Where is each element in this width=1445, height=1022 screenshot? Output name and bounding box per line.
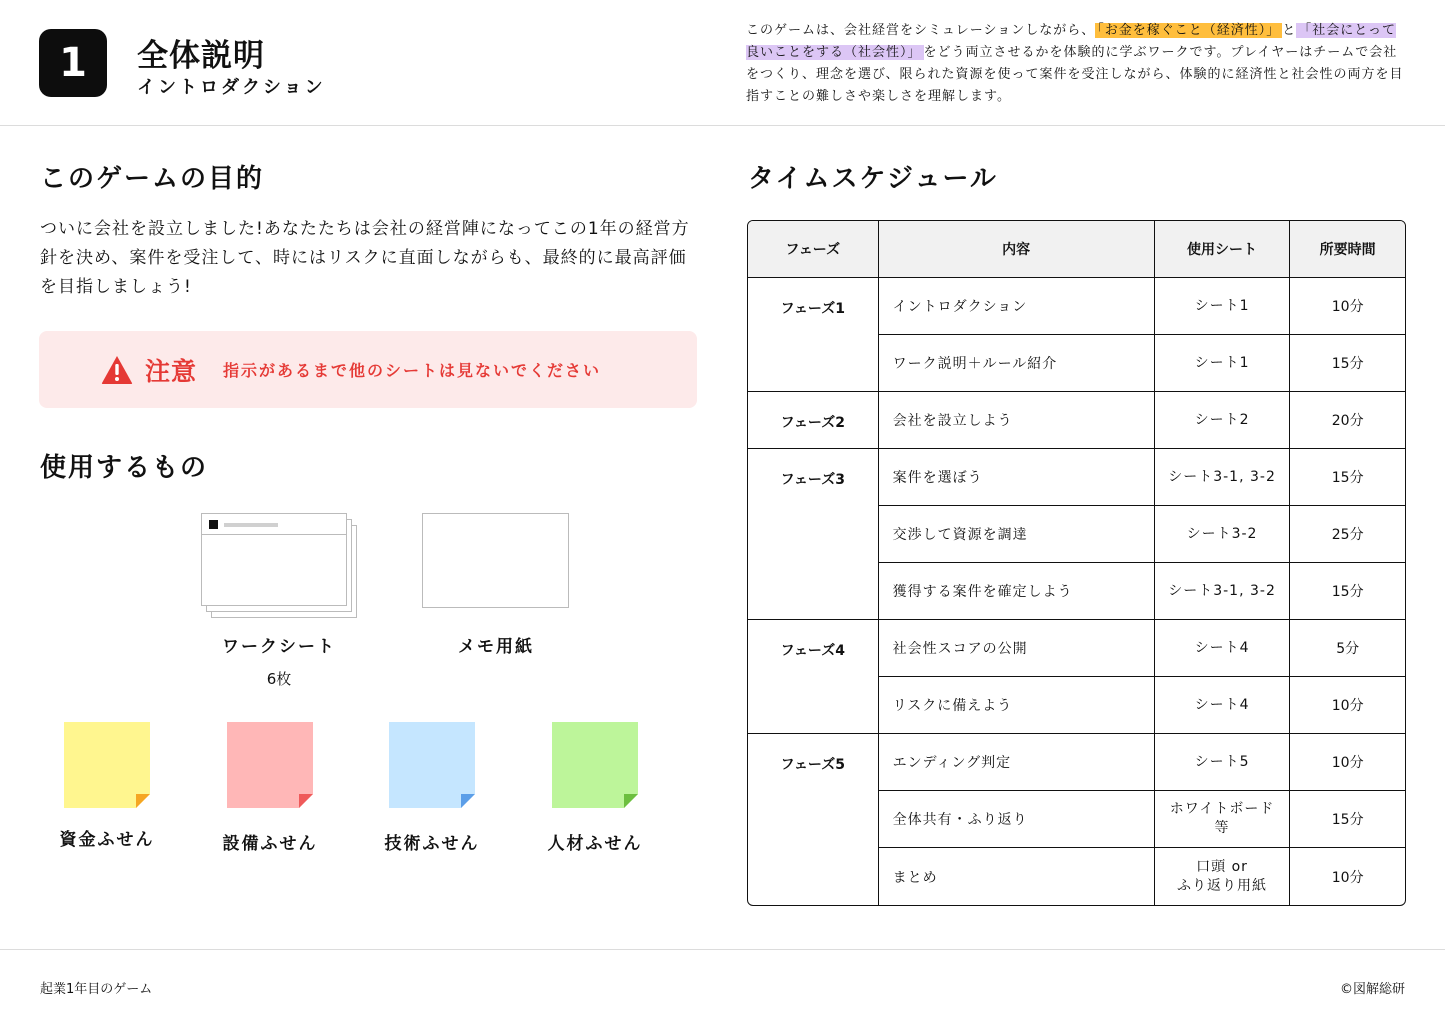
content-cell: リスクに備えよう	[879, 677, 1155, 734]
schedule-heading: タイムスケジュール	[748, 164, 998, 194]
time-cell: 10分	[1290, 734, 1405, 791]
purpose-text: ついに会社を設立しました!あなたたちは会社の経営陣になってこの1年の経営方針を決め、案件を受注して、時にはリスクに直面しながらも、最終的に最高評価を目指しましょう!	[40, 219, 690, 297]
sheet-cell-line1: ホワイトボード	[1169, 801, 1275, 817]
warning-icon	[101, 355, 133, 385]
intro-part3: をどう両立させるかを体験的に学ぶワークです。プレイヤーはチームで会社をつくり、理念を選び、限られた資源を使って案件を受注しながら、体験的に経済性と社会性の両方を目指すことの難しさや楽しさを理解します。	[746, 45, 1404, 104]
sheet-cell: シート4	[1155, 677, 1291, 734]
column-header-time: 所要時間	[1290, 221, 1405, 278]
memo-label: メモ用紙	[458, 637, 534, 657]
time-cell: 20分	[1290, 392, 1405, 449]
time-cell: 15分	[1290, 791, 1405, 848]
intro-text	[746, 20, 1406, 108]
worksheet-count: 6枚	[266, 670, 292, 688]
page-header	[0, 0, 1445, 126]
content-cell: 社会性スコアの公開	[879, 620, 1155, 677]
highlight-economic: 「お金を稼ぐこと（経済性）」	[1097, 23, 1281, 38]
footer-game-title: 起業1年目のゲーム	[40, 982, 153, 997]
sticky-funds-label: 資金ふせん	[59, 830, 155, 850]
footer-copyright: ©図解総研	[1339, 982, 1405, 997]
worksheet-mark-icon	[209, 520, 218, 529]
sheet-cell-line1: 口頭 or	[1196, 858, 1248, 875]
intro-part2: と	[1282, 23, 1297, 38]
sticky-talent-label: 人材ふせん	[547, 834, 643, 854]
sticky-talent-icon	[552, 722, 638, 808]
sheet-cell	[1155, 791, 1291, 848]
phase-cell: フェーズ2	[748, 392, 879, 449]
time-cell: 15分	[1290, 335, 1405, 392]
content-cell: 全体共有・ふり返り	[879, 791, 1155, 848]
sticky-equipment-label: 設備ふせん	[222, 834, 318, 854]
sheet-cell: シート1	[1155, 335, 1291, 392]
sheet-cell: シート4	[1155, 620, 1291, 677]
content-cell: エンディング判定	[879, 734, 1155, 791]
content-cell: 交渉して資源を調達	[879, 506, 1155, 563]
page-title: 全体説明	[137, 38, 265, 74]
intro-part1: このゲームは、会社経営をシミュレーションしながら、	[746, 23, 1096, 38]
warning-text: 指示があるまで他のシートは見ないでください	[223, 361, 602, 380]
table-row	[748, 392, 1405, 449]
sheet-cell: シート3-1, 3-2	[1155, 449, 1291, 506]
sheet-cell: シート3-2	[1155, 506, 1291, 563]
time-cell: 10分	[1290, 278, 1405, 335]
content-cell: 案件を選ぼう	[879, 449, 1155, 506]
content-cell: 会社を設立しよう	[879, 392, 1155, 449]
worksheet-sheet-front	[201, 513, 347, 606]
warning-title: 注意	[145, 356, 198, 386]
schedule-header-row	[748, 221, 1405, 278]
worksheet-divider	[202, 534, 347, 535]
content-cell: ワーク説明＋ルール紹介	[879, 335, 1155, 392]
sticky-funds-icon	[64, 722, 150, 808]
time-cell: 15分	[1290, 563, 1405, 620]
content-cell: イントロダクション	[879, 278, 1155, 335]
page-footer	[0, 949, 1445, 1022]
column-header-sheet: 使用シート	[1155, 221, 1291, 278]
content-cell: 獲得する案件を確定しよう	[879, 563, 1155, 620]
column-header-content: 内容	[879, 221, 1155, 278]
table-row	[748, 278, 1405, 335]
highlight-social: 「社会にとって良いことをする（社会性）」	[746, 23, 1397, 60]
phase-cell: フェーズ1	[748, 278, 879, 392]
sheet-cell	[1155, 848, 1291, 905]
time-cell: 25分	[1290, 506, 1405, 563]
column-header-phase: フェーズ	[748, 221, 879, 278]
sheet-cell: シート1	[1155, 278, 1291, 335]
time-cell: 15分	[1290, 449, 1405, 506]
table-row	[748, 620, 1405, 677]
memo-paper-illustration	[422, 513, 569, 608]
sheet-cell-line2: 等	[1214, 820, 1230, 836]
sticky-technology-icon	[389, 722, 475, 808]
sheet-cell: シート5	[1155, 734, 1291, 791]
time-cell: 10分	[1290, 677, 1405, 734]
phase-cell: フェーズ3	[748, 449, 879, 620]
time-cell: 5分	[1290, 620, 1405, 677]
purpose-heading: このゲームの目的	[40, 164, 265, 194]
schedule-table	[747, 220, 1406, 906]
worksheet-stack-illustration	[201, 513, 361, 623]
table-row	[748, 734, 1405, 791]
warning-box	[39, 331, 697, 408]
sheet-cell-line2: ふり返り用紙	[1177, 877, 1268, 894]
sheet-cell: シート2	[1155, 392, 1291, 449]
worksheet-label: ワークシート	[222, 637, 336, 657]
sticky-technology-label: 技術ふせん	[384, 834, 480, 854]
table-row	[748, 449, 1405, 506]
phase-cell: フェーズ5	[748, 734, 879, 905]
time-cell: 10分	[1331, 869, 1364, 886]
worksheet-line-icon	[224, 523, 278, 527]
content-cell: まとめ	[879, 848, 1155, 905]
section-number-badge: 1	[39, 29, 107, 97]
sticky-equipment-icon	[227, 722, 313, 808]
sheet-cell: シート3-1, 3-2	[1155, 563, 1291, 620]
page-subtitle: イントロダクション	[137, 77, 326, 98]
phase-cell: フェーズ4	[748, 620, 879, 734]
materials-heading: 使用するもの	[40, 453, 209, 483]
